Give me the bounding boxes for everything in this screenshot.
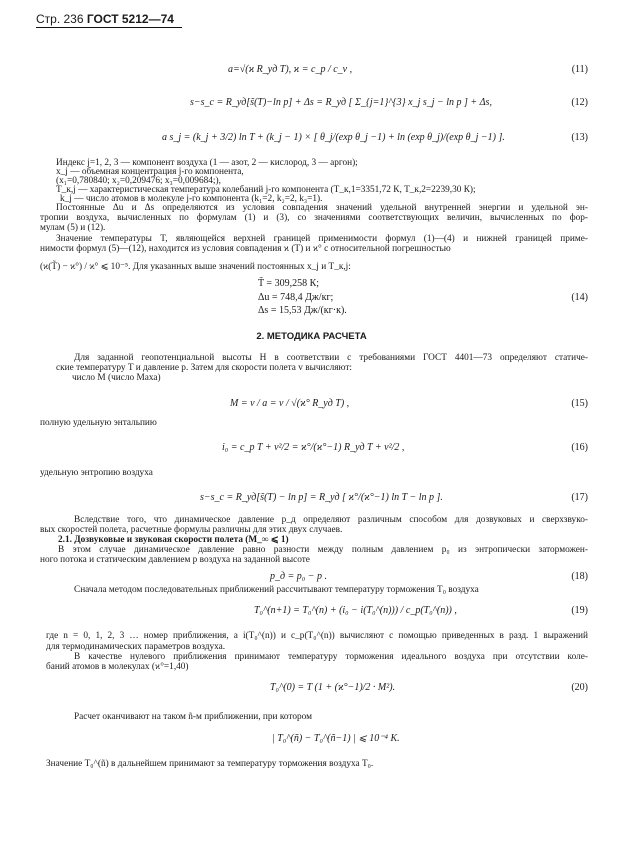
constant-T: T̃ = 309,258 К; (258, 278, 320, 289)
paragraph-line: Сначала методом последовательных приближений рассчитывают температуру торможения T₀ воздуха (74, 585, 479, 595)
paragraph-line: Значение T₀^(ñ) в дальнейшем принимают за температуру торможения воздуха T₀. (46, 759, 374, 769)
equation-13 (0, 132, 623, 152)
equation-number: (11) (571, 64, 588, 75)
formula: a s_j = (k_j + 3/2) ln T + (k_j − 1) × [ θ_j/(exp θ_j −1) + ln (exp θ_j)/(exp θ_j −1) ]. (162, 132, 505, 143)
equation-number: (13) (571, 132, 588, 143)
formula: p_д = p₀ − p . (270, 571, 328, 582)
paragraph-line: (ϰ(T̃) − ϰ°) / ϰ° ⩽ 10⁻⁵. Для указанных выше значений постоянных x_j и T_к,j: (40, 262, 351, 272)
equation-number: (16) (571, 442, 588, 453)
equation-number: (12) (571, 97, 588, 108)
paragraph-line: ские температуру T и давление p. Затем для скорости полета v вычисляют: (56, 363, 352, 373)
equation-12 (0, 97, 623, 117)
paragraph-line: мулам (5) и (12). (40, 223, 106, 233)
paragraph-line: Индекс j=1, 2, 3 — компонент воздуха (1 — азот, 2 — кислород, 3 — аргон); (56, 158, 358, 168)
equation-number: (18) (571, 571, 588, 582)
paragraph-line: (x₁=0,780840; x₂=0,209476; x₃=0,009684;), (56, 176, 221, 186)
convergence-criterion: | T₀^(ñ) − T₀^(ñ−1) | ⩽ 10⁻⁴ К. (272, 733, 400, 744)
paragraph-line: Вследствие того, что динамическое давление p_д определяют различным способом для дозвуковых и сверхзвуко- (74, 515, 588, 525)
formula: s−s_c = R_уд[s̃(T)−ln p] + Δs = R_уд [ Σ_{j=1}^{3} x_j s_j − ln p ] + Δs, (190, 97, 492, 108)
formula: i₀ = c_p T + v²/2 = ϰ°/(ϰ°−1) R_уд T + v²/2 , (222, 442, 405, 453)
paragraph-line: T_к,j — характеристическая температура колебаний j-го компонента (T_к,1=3351,72 К, T_к,2=2239,30 К); (56, 185, 476, 195)
paragraph-line: Постоянные Δu и Δs определяются из условия совпадения значений удельной внутренней энергии и удельной эн- (56, 203, 588, 213)
subsection-title: 2.1. Дозвуковые и звуковая скорости полета (M_∞ ⩽ 1) (58, 535, 289, 545)
formula: a=√(ϰ R_уд T), ϰ = c_p / c_v , (228, 64, 353, 75)
section-title: 2. МЕТОДИКА РАСЧЕТА (256, 331, 367, 342)
equation-19 (0, 605, 623, 625)
equation-number: (19) (571, 605, 588, 616)
constant-ds: Δs = 15,53 Дж/(кг·к). (258, 305, 347, 316)
formula: s−s_c = R_уд[s̃(T) − ln p] = R_уд [ ϰ°/(ϰ°−1) ln T − ln p ]. (200, 492, 443, 503)
equation-number: (14) (571, 292, 588, 303)
paragraph-line: для термодинамических параметров воздуха. (46, 642, 226, 652)
equation-number: (15) (571, 398, 588, 409)
paragraph-line: нимости формул (5)—(12), находится из условия совпадения ϰ (T) и ϰ° с относительной погрешностью (40, 244, 451, 254)
paragraph-line: x_j — объемная концентрация j-го компонента, (56, 167, 244, 177)
equation-17 (0, 492, 623, 512)
formula: T₀^(n+1) = T₀^(n) + (i₀ − i(T₀^(n))) / c_p(T₀^(n)) , (254, 605, 457, 616)
equation-11 (0, 64, 623, 84)
equation-20 (0, 682, 623, 702)
paragraph-line: где n = 0, 1, 2, 3 … номер приближения, а i(T₀^(n)) и c_p(T₀^(n)) вычисляют с помощью приведенных в разд. 1 выражений (46, 631, 588, 641)
paragraph-line: вых скоростей полета, расчетные формулы различны для этих двух случаев. (40, 525, 343, 535)
constant-du: Δu = 748,4 Дж/кг; (258, 292, 334, 303)
equation-15 (0, 398, 623, 418)
equation-number: (17) (571, 492, 588, 503)
paragraph-line: число M (число Маха) (72, 373, 161, 383)
formula: M = v / a = v / √(ϰ° R_уд T) , (230, 398, 350, 409)
equation-16 (0, 442, 623, 462)
paragraph-line: тропии воздуха, вычисленных по формулам (1) и (3), со значениями соответствующих величин, вычисленных по фор- (40, 213, 588, 223)
paragraph-line: полную удельную энтальпию (40, 418, 157, 428)
paragraph-line: ного потока и статическим давлением p воздуха на заданной высоте (40, 555, 310, 565)
paragraph-line: k_j — число атомов в молекуле j-го компонента (k₁=2, k₂=2, k₃=1). (60, 194, 323, 204)
document-code: ГОСТ 5212—74 (86, 12, 174, 26)
paragraph-line: В этом случае динамическое давление равно разности между полным давлением p₀ из энтропически заторможен- (58, 545, 588, 555)
paragraph-line: В качестве нулевого приближения принимают температуру торможения идеального воздуха при отсутствии коле- (74, 652, 588, 662)
page-number: Стр. 236 (36, 12, 84, 26)
equation-number: (20) (571, 682, 588, 693)
paragraph-line: баний атомов в молекулах (ϰ°=1,40) (46, 662, 189, 672)
paragraph-line: Для заданной геопотенциальной высоты H в соответствии с требованиями ГОСТ 4401—73 определяют статиче- (74, 353, 588, 363)
formula: T₀^(0) = T (1 + (ϰ°−1)/2 · M²). (270, 682, 396, 693)
paragraph-line: Расчет оканчивают на таком ñ-м приближении, при котором (74, 712, 313, 722)
paragraph-line: удельную энтропию воздуха (40, 468, 153, 478)
paragraph-line: Значение температуры T, являющейся верхней границей применимости формул (1)—(4) и нижней границей приме- (56, 234, 588, 244)
page-header (36, 12, 182, 28)
